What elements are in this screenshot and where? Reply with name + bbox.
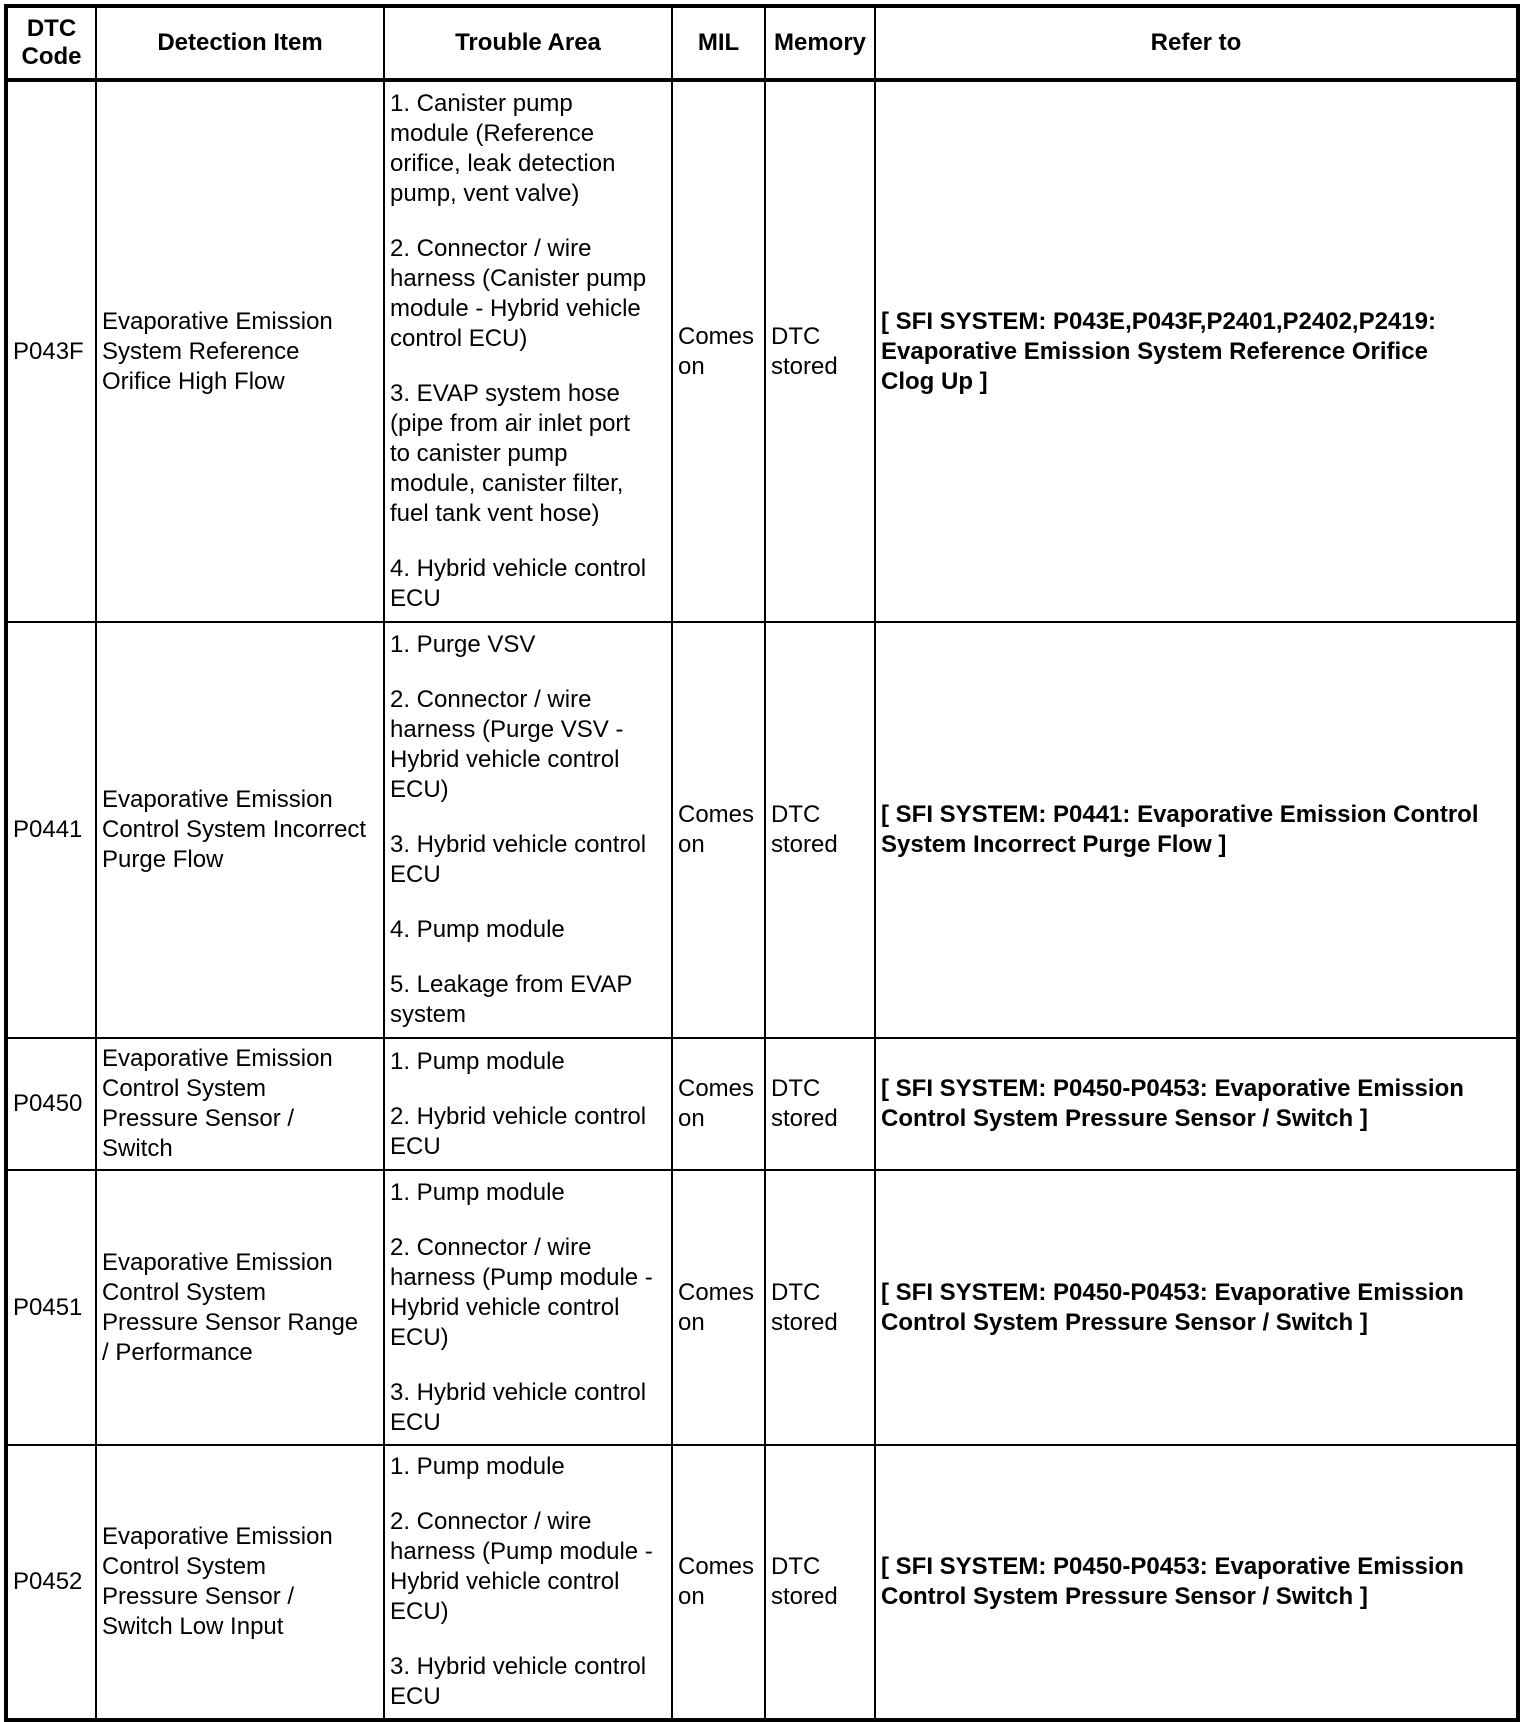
- text-line: Control System Pressure Sensor / Switch ]: [881, 1308, 1368, 1336]
- text-line: Comes: [678, 801, 755, 828]
- table-body: [6, 80, 1518, 1720]
- detection-item-cell: [96, 1445, 384, 1720]
- text-line: to canister pump: [390, 440, 568, 467]
- text-line: ECU: [390, 1408, 441, 1436]
- text-line: system: [390, 1001, 467, 1028]
- text-line: 3. Hybrid vehicle control: [390, 1378, 647, 1406]
- text-line: Pressure Sensor /: [102, 1105, 295, 1132]
- table-row: [6, 1038, 1518, 1170]
- trouble-area-item: [390, 630, 666, 660]
- trouble-area-cell: [384, 1445, 672, 1720]
- text-line: Evaporative Emission: [102, 1523, 333, 1550]
- trouble-area-item: [390, 1452, 666, 1482]
- text-line: DTC: [771, 322, 821, 350]
- dtc-code-cell: P0441: [6, 622, 96, 1038]
- trouble-area-item: [390, 1102, 666, 1162]
- text-line: [ SFI SYSTEM: P0450-P0453: Evaporative Emission: [881, 1278, 1464, 1306]
- text-line: orifice, leak detection: [390, 150, 616, 177]
- text-line: System Incorrect Purge Flow ]: [881, 831, 1227, 858]
- trouble-area-cell: [384, 80, 672, 622]
- header-trouble-area: Trouble Area: [384, 6, 672, 80]
- header-row: [6, 6, 1518, 80]
- text-line: [ SFI SYSTEM: P0450-P0453: Evaporative Emission: [881, 1075, 1464, 1102]
- text-line: 3. Hybrid vehicle control: [390, 831, 647, 858]
- text-line: module (Reference: [390, 120, 595, 147]
- trouble-area-item: [390, 915, 666, 945]
- text-line: DTC: [771, 1075, 821, 1102]
- header-memory: Memory: [765, 6, 875, 80]
- trouble-area-item: [390, 554, 666, 614]
- text-line: 2. Connector / wire: [390, 235, 592, 262]
- trouble-area-item: [390, 970, 666, 1030]
- text-line: / Performance: [102, 1338, 253, 1366]
- text-line: DTC: [771, 1278, 821, 1306]
- mil-cell: [672, 80, 765, 622]
- table-row: [6, 1445, 1518, 1720]
- text-line: module - Hybrid vehicle: [390, 295, 641, 322]
- text-line: [ SFI SYSTEM: P0450-P0453: Evaporative Emission: [881, 1553, 1464, 1580]
- text-line: ECU): [390, 776, 449, 803]
- text-line: ECU: [390, 1683, 441, 1710]
- header-detection-item: Detection Item: [96, 6, 384, 80]
- text-line: 4. Pump module: [390, 916, 565, 943]
- refer-to-link[interactable]: [875, 80, 1518, 622]
- text-line: module, canister filter,: [390, 470, 624, 497]
- dtc-code-cell: P0452: [6, 1445, 96, 1720]
- header-dtc-code: DTC Code: [6, 6, 96, 80]
- text-line: stored: [771, 1105, 838, 1132]
- text-line: on: [678, 352, 705, 380]
- text-line: ECU: [390, 861, 441, 888]
- memory-cell: [765, 1445, 875, 1720]
- text-line: 1. Pump module: [390, 1453, 565, 1480]
- text-line: 2. Connector / wire: [390, 1508, 592, 1535]
- detection-item-cell: [96, 1170, 384, 1445]
- text-line: Pressure Sensor /: [102, 1583, 295, 1610]
- text-line: ECU: [390, 1132, 441, 1160]
- table-row: [6, 80, 1518, 622]
- trouble-area-cell: [384, 622, 672, 1038]
- text-line: Evaporative Emission: [102, 1248, 333, 1276]
- text-line: stored: [771, 1308, 838, 1336]
- trouble-area-item: [390, 379, 666, 529]
- text-line: Comes: [678, 322, 755, 350]
- text-line: (pipe from air inlet port: [390, 410, 631, 437]
- mil-cell: [672, 1445, 765, 1720]
- text-line: Switch: [102, 1135, 173, 1162]
- text-line: [ SFI SYSTEM: P0441: Evaporative Emission Control: [881, 801, 1479, 828]
- header-mil: MIL: [672, 6, 765, 80]
- text-line: 4. Hybrid vehicle control: [390, 555, 647, 582]
- text-line: 3. Hybrid vehicle control: [390, 1653, 647, 1680]
- trouble-area-item: [390, 89, 666, 209]
- text-line: Control System: [102, 1075, 267, 1102]
- text-line: Hybrid vehicle control: [390, 1568, 620, 1595]
- dtc-table-container: [4, 4, 1520, 1722]
- text-line: [ SFI SYSTEM: P043E,P043F,P2401,P2402,P2419:: [881, 307, 1436, 335]
- text-line: 1. Pump module: [390, 1047, 565, 1075]
- text-line: Clog Up ]: [881, 367, 988, 395]
- text-line: stored: [771, 1583, 838, 1610]
- text-line: ECU: [390, 585, 441, 612]
- text-line: 2. Connector / wire: [390, 1233, 592, 1261]
- trouble-area-item: [390, 1652, 666, 1712]
- text-line: System Reference: [102, 337, 300, 365]
- text-line: Purge Flow: [102, 846, 224, 873]
- text-line: Evaporative Emission System Reference Orifice: [881, 337, 1428, 365]
- trouble-area-item: [390, 1047, 666, 1077]
- dtc-code-cell: P0451: [6, 1170, 96, 1445]
- text-line: Evaporative Emission: [102, 1045, 333, 1072]
- text-line: on: [678, 1308, 705, 1336]
- text-line: Evaporative Emission: [102, 786, 333, 813]
- memory-cell: [765, 1170, 875, 1445]
- table-row: [6, 1170, 1518, 1445]
- text-line: stored: [771, 831, 838, 858]
- text-line: on: [678, 1105, 705, 1132]
- detection-item-cell: [96, 1038, 384, 1170]
- text-line: Control System: [102, 1278, 267, 1306]
- text-line: stored: [771, 352, 838, 380]
- text-line: harness (Purge VSV -: [390, 716, 624, 743]
- text-line: Hybrid vehicle control: [390, 1293, 620, 1321]
- trouble-area-cell: [384, 1038, 672, 1170]
- dtc-code-cell: P0450: [6, 1038, 96, 1170]
- text-line: Switch Low Input: [102, 1613, 284, 1640]
- memory-cell: [765, 1038, 875, 1170]
- text-line: Pressure Sensor Range: [102, 1308, 359, 1336]
- text-line: DTC: [771, 1553, 821, 1580]
- text-line: Control System: [102, 1553, 267, 1580]
- trouble-area-item: [390, 1178, 666, 1208]
- text-line: 5. Leakage from EVAP: [390, 971, 633, 998]
- memory-cell: [765, 622, 875, 1038]
- mil-cell: [672, 1170, 765, 1445]
- dtc-code-cell: P043F: [6, 80, 96, 622]
- text-line: fuel tank vent hose): [390, 500, 600, 527]
- text-line: 1. Purge VSV: [390, 631, 536, 658]
- text-line: Control System Incorrect: [102, 816, 367, 843]
- trouble-area-item: [390, 830, 666, 890]
- trouble-area-item: [390, 685, 666, 805]
- text-line: harness (Pump module -: [390, 1538, 653, 1565]
- text-line: Comes: [678, 1278, 755, 1306]
- text-line: on: [678, 1583, 705, 1610]
- text-line: harness (Pump module -: [390, 1263, 653, 1291]
- refer-to-link[interactable]: [875, 1038, 1518, 1170]
- refer-to-link[interactable]: [875, 622, 1518, 1038]
- mil-cell: [672, 622, 765, 1038]
- text-line: harness (Canister pump: [390, 265, 647, 292]
- text-line: DTC: [771, 801, 821, 828]
- text-line: 1. Canister pump: [390, 90, 573, 117]
- trouble-area-item: [390, 234, 666, 354]
- dtc-table: [4, 4, 1520, 1722]
- text-line: Comes: [678, 1553, 755, 1580]
- text-line: Control System Pressure Sensor / Switch ]: [881, 1105, 1368, 1132]
- text-line: ECU): [390, 1323, 449, 1351]
- text-line: ECU): [390, 1598, 449, 1625]
- text-line: on: [678, 831, 705, 858]
- trouble-area-item: [390, 1233, 666, 1353]
- text-line: 2. Hybrid vehicle control: [390, 1102, 647, 1130]
- text-line: 3. EVAP system hose: [390, 380, 620, 407]
- text-line: Comes: [678, 1075, 755, 1102]
- text-line: 1. Pump module: [390, 1178, 565, 1206]
- header-refer-to: Refer to: [875, 6, 1518, 80]
- trouble-area-item: [390, 1507, 666, 1627]
- trouble-area-cell: [384, 1170, 672, 1445]
- mil-cell: [672, 1038, 765, 1170]
- text-line: Hybrid vehicle control: [390, 746, 620, 773]
- text-line: Control System Pressure Sensor / Switch ]: [881, 1583, 1368, 1610]
- detection-item-cell: [96, 622, 384, 1038]
- memory-cell: [765, 80, 875, 622]
- trouble-area-item: [390, 1378, 666, 1438]
- text-line: Orifice High Flow: [102, 367, 285, 395]
- text-line: pump, vent valve): [390, 180, 580, 207]
- refer-to-link[interactable]: [875, 1445, 1518, 1720]
- text-line: Evaporative Emission: [102, 307, 333, 335]
- text-line: control ECU): [390, 325, 528, 352]
- table-row: [6, 622, 1518, 1038]
- refer-to-link[interactable]: [875, 1170, 1518, 1445]
- text-line: 2. Connector / wire: [390, 686, 592, 713]
- detection-item-cell: [96, 80, 384, 622]
